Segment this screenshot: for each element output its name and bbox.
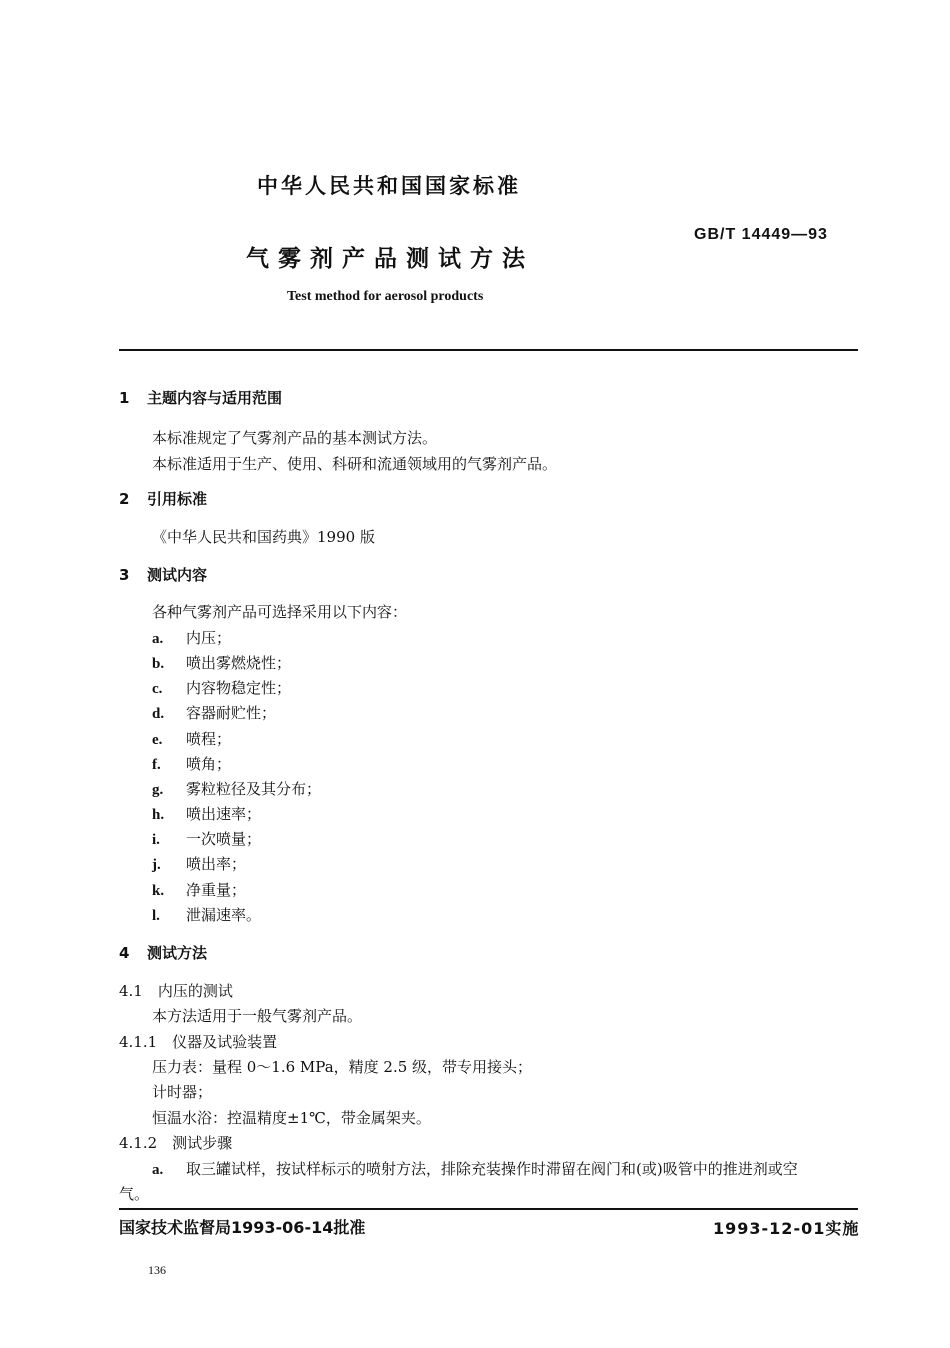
list-item-text: 喷角； (186, 755, 232, 773)
header-rule (119, 349, 858, 351)
list-item-text: 喷出雾燃烧性； (186, 654, 292, 672)
list-item-text: 喷出速率； (186, 805, 262, 823)
footer-rule (119, 1208, 858, 1210)
section-4-title: 测试方法 (147, 944, 208, 962)
list-item-letter: l. (152, 908, 160, 924)
section-3-intro: 各种气雾剂产品可选择采用以下内容： (152, 603, 408, 621)
list-item (152, 728, 231, 749)
list-item-letter: c. (152, 681, 163, 697)
list-item (152, 702, 276, 723)
section-1-title: 主题内容与适用范围 (147, 389, 283, 407)
section-2-para-1: 《中华人民共和国药典》1990 版 (152, 528, 375, 546)
standard-authority: 中华人民共和国国家标准 (257, 174, 521, 198)
subsection-4-1-2-step-a-continued: 气。 (119, 1185, 150, 1203)
subsection-4-1-para: 本方法适用于一般气雾剂产品。 (152, 1007, 363, 1025)
subsection-4-1-2-step-a (152, 1158, 798, 1179)
list-item-letter: d. (152, 706, 165, 722)
section-1-para-2: 本标准适用于生产、使用、科研和流通领域用的气雾剂产品。 (152, 455, 558, 473)
section-3-number: 3 (119, 566, 130, 584)
section-2-heading (119, 488, 207, 509)
list-item-text: 内压； (186, 629, 232, 647)
list-item-text: 喷程； (186, 730, 232, 748)
list-item-text: 内容物稳定性； (186, 679, 292, 697)
effective-date-line: 1993-12-01实施 (713, 1219, 860, 1238)
list-item-letter: k. (152, 883, 165, 899)
list-item (152, 627, 231, 648)
list-item-text: 雾粒粒径及其分布； (186, 780, 322, 798)
subsection-4-1-1-line-2: 计时器； (152, 1083, 213, 1101)
list-item-letter: a. (152, 631, 164, 647)
list-item (152, 828, 261, 849)
subsection-4-1-2-title: 4.1.2 测试步骤 (119, 1134, 233, 1152)
step-a-text: 取三罐试样，按试样标示的喷射方法，排除充装操作时滞留在阀门和(或)吸管中的推进剂或空 (186, 1160, 798, 1178)
list-item-letter: j. (152, 857, 161, 873)
list-item-text: 容器耐贮性； (186, 704, 277, 722)
list-item-letter: h. (152, 807, 165, 823)
document-title-en: Test method for aerosol products (287, 289, 484, 304)
list-item-text: 一次喷量； (186, 830, 262, 848)
section-4-heading (119, 942, 207, 963)
list-item (152, 778, 321, 799)
list-item (152, 652, 291, 673)
subsection-4-1-title: 4.1 内压的测试 (119, 982, 233, 1000)
list-item (152, 879, 246, 900)
step-a-letter: a. (152, 1162, 164, 1178)
standard-number: GB/T 14449—93 (694, 226, 828, 243)
section-1-heading (119, 387, 282, 408)
section-3-title: 测试内容 (147, 566, 208, 584)
list-item (152, 853, 246, 874)
list-item-letter: f. (152, 757, 161, 773)
list-item-letter: i. (152, 832, 160, 848)
list-item (152, 677, 291, 698)
list-item (152, 803, 261, 824)
subsection-4-1-1-title: 4.1.1 仪器及试验装置 (119, 1033, 278, 1051)
section-2-title: 引用标准 (147, 490, 208, 508)
section-1-number: 1 (119, 389, 130, 407)
list-item-letter: g. (152, 782, 164, 798)
list-item-text: 泄漏速率。 (186, 906, 262, 924)
approval-line: 国家技术监督局1993-06-14批准 (119, 1218, 366, 1237)
list-item (152, 904, 261, 925)
list-item (152, 753, 231, 774)
list-item-text: 净重量； (186, 881, 247, 899)
section-2-number: 2 (119, 490, 130, 508)
page-number: 136 (148, 1263, 166, 1277)
document-title-cn: 气雾剂产品测试方法 (246, 246, 534, 272)
list-item-letter: e. (152, 732, 163, 748)
subsection-4-1-1-line-3: 恒温水浴：控温精度±1℃，带金属架夹。 (152, 1109, 431, 1127)
subsection-4-1-1-line-1: 压力表：量程 0～1.6 MPa，精度 2.5 级，带专用接头； (152, 1058, 533, 1076)
section-4-number: 4 (119, 944, 130, 962)
section-3-heading (119, 564, 207, 585)
list-item-text: 喷出率； (186, 855, 247, 873)
list-item-letter: b. (152, 656, 165, 672)
section-1-para-1: 本标准规定了气雾剂产品的基本测试方法。 (152, 429, 438, 447)
